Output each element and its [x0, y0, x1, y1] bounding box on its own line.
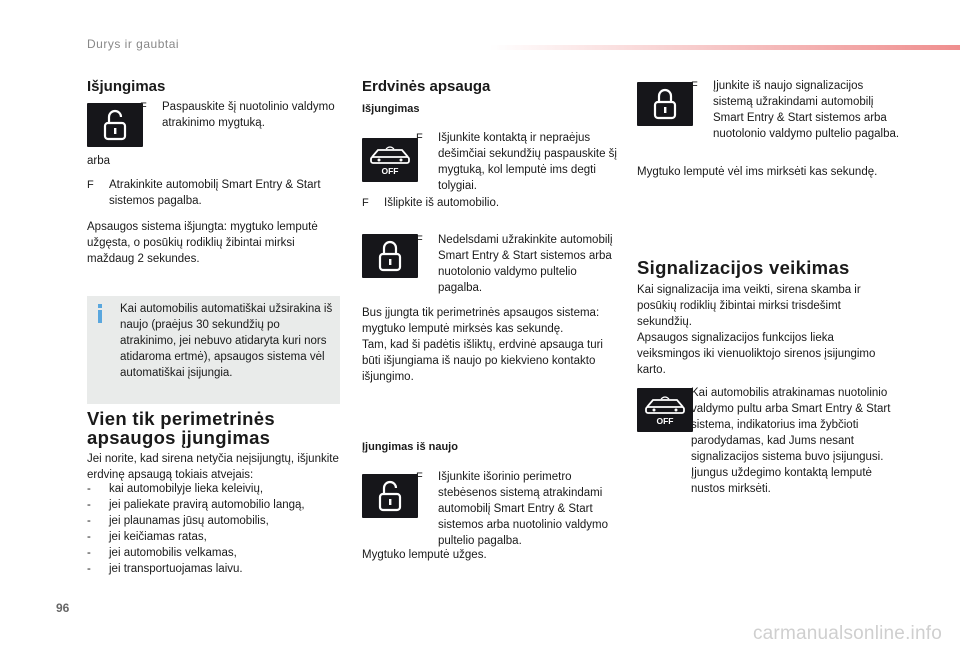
- title-isjungimas: Išjungimas: [87, 78, 166, 95]
- col3-bullet-1: [691, 78, 901, 142]
- col2-bullet-1-text: Išjunkite kontaktą ir nepraėjus dešimčiai sekundžių paspauskite šį mygtuką, kol lemputė ims degti tolygiai.: [438, 132, 617, 192]
- bullet-glyph: F: [416, 471, 423, 483]
- col1-list: [87, 481, 342, 577]
- bullet-glyph: F: [140, 101, 147, 113]
- watermark: carmanualsonline.info: [752, 623, 942, 644]
- title-vien-tik-line2: apsaugos įjungimas: [87, 427, 271, 448]
- bullet-glyph: F: [416, 132, 423, 144]
- subtitle-ijungimas-is-naujo: Įjungimas iš naujo: [362, 441, 458, 453]
- off-label: OFF: [656, 416, 674, 426]
- bullet-glyph: F: [87, 179, 94, 191]
- col1-or: arba: [87, 155, 111, 167]
- col2-end-text: Mygtuko lemputė užges.: [362, 549, 487, 561]
- title-vien-tik-line1: Vien tik perimetrinės: [87, 408, 275, 429]
- bullet-glyph: F: [416, 234, 423, 246]
- title-erdvine-apsauga: Erdvinės apsauga: [362, 78, 491, 95]
- list-item: - jei automobilis velkamas,: [87, 547, 237, 559]
- col3-paragraph-2: Kai signalizacija ima veikti, sirena skamba ir posūkių rodiklių žibintai mirksi trisdešimt sekundžių. Apsaugos signalizacijos funkcijos lieka veiksmingos iki vienuoliktojo sirenos įsijungimo karto.: [637, 284, 876, 376]
- col2-bullet-2: [362, 195, 620, 211]
- list-item: - jei paliekate pravirą automobilio langą,: [87, 499, 305, 511]
- page-number: 96: [56, 601, 70, 615]
- col2-bullet-4-text: Išjunkite išorinio perimetro stebėsenos sistemą atrakindami automobilį Smart Entry & Start sistemos arba nuotolinio valdymo pultelio pagalba.: [438, 471, 609, 547]
- lock-icon: [637, 82, 693, 126]
- car-off-icon: [637, 388, 693, 432]
- col1-paragraph: Apsaugos sistema išjungta: mygtuko lemputė užgęsta, o posūkių rodiklių žibintai mirksi maždaug 2 sekundes.: [87, 221, 318, 265]
- info-text: Kai automobilis automatiškai užsirakina iš naujo (praėjus 30 sekundžių po atrakinimo, jei nebuvo atidaryta kuri nors atidaroma ertmė), apsaugos sistema vėl automatiškai įsijungia.: [120, 303, 333, 379]
- col2-bullet-4: [416, 469, 622, 549]
- bullet-glyph: F: [691, 80, 698, 92]
- col1-bullet-1-text: Paspauskite šį nuotolinio valdymo atrakinimo mygtuką.: [162, 101, 335, 129]
- col3-paragraph-3: Kai automobilis atrakinamas nuotolinio valdymo pultu arba Smart Entry & Start sistema, indikatorius ima žybčioti parodydamas, kad Jums nesant signalizacijos sistema buvo įsijungusi. Įjungus uždegimo kontaktą lemputė nustos mirksėti.: [691, 387, 891, 495]
- col2-bullet-3: [416, 232, 620, 296]
- list-item: - kai automobilyje lieka keleivių,: [87, 483, 264, 495]
- title-signalizacijos-veikimas: Signalizacijos veikimas: [637, 257, 850, 278]
- car-off-icon: [362, 138, 418, 182]
- col2-bullet-3-text: Nedelsdami užrakinkite automobilį Smart Entry & Start sistemos arba nuotolonio valdymo pultelio pagalba.: [438, 234, 613, 294]
- col2-bullet-2-text: Išlipkite iš automobilio.: [384, 197, 500, 209]
- bullet-glyph: F: [362, 197, 369, 209]
- header-divider: [490, 45, 960, 50]
- col1-bullet-1: [140, 99, 340, 131]
- col1-intro: Jei norite, kad sirena netyčia neįsijungtų, išjunkite erdvinę apsaugą tokiais atvejais:: [87, 453, 339, 481]
- col3-paragraph-1: Mygtuko lemputė vėl ims mirksėti kas sekundę.: [637, 166, 878, 178]
- info-icon: [96, 304, 104, 324]
- list-item: - jei keičiamas ratas,: [87, 531, 207, 543]
- subtitle-isjungimas: Išjungimas: [362, 103, 420, 115]
- col2-paragraph: Bus įjungta tik perimetrinės apsaugos sistema: mygtuko lemputė mirksės kas sekundę. Tam, kad ši padėtis išliktų, erdvinė apsauga turi būti išjungiama iš naujo po kiekvieno kontakto išjungimo.: [362, 307, 603, 383]
- list-item: - jei transportuojamas laivu.: [87, 563, 243, 575]
- col1-bullet-2: [87, 177, 342, 209]
- col1-bullet-2-text: Atrakinkite automobilį Smart Entry & Start sistemos pagalba.: [109, 179, 321, 207]
- off-label: OFF: [381, 166, 399, 176]
- section-header: Durys ir gaubtai: [87, 37, 180, 51]
- list-item: - jei plaunamas jūsų automobilis,: [87, 515, 269, 527]
- unlock-icon: [362, 474, 418, 518]
- col2-bullet-1: [416, 130, 620, 194]
- lock-icon: [362, 234, 418, 278]
- unlock-icon: [87, 103, 143, 147]
- col3-bullet-1-text: Įjunkite iš naujo signalizacijos sistemą užrakindami automobilį Smart Entry & Start sistemos arba nuotolonio valdymo pultelio pagalba.: [713, 80, 900, 140]
